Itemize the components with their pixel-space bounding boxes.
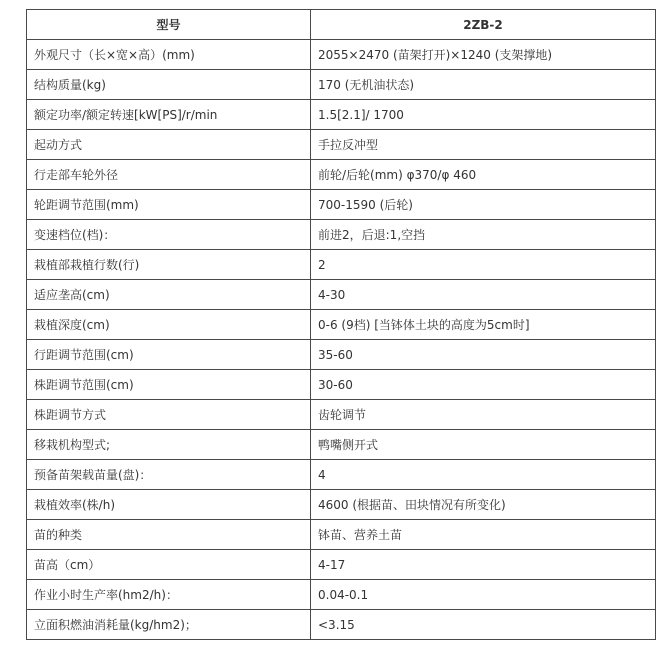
- table-row: [27, 40, 656, 70]
- spec-name: 外观尺寸（长×宽×高）(mm): [27, 40, 311, 70]
- spec-value: 4600 (根据苗、田块情况有所变化): [311, 490, 656, 520]
- table-row: [27, 610, 656, 640]
- spec-name: 移栽机构型式;: [27, 430, 311, 460]
- table-row: [27, 280, 656, 310]
- spec-name: 苗高（cm）: [27, 550, 311, 580]
- spec-name: 行走部车轮外径: [27, 160, 311, 190]
- spec-name: 行距调节范围(cm): [27, 340, 311, 370]
- spec-name: 额定功率/额定转速[kW[PS]/r/min: [27, 100, 311, 130]
- table-row: [27, 490, 656, 520]
- spec-value: 1.5[2.1]/ 1700: [311, 100, 656, 130]
- spec-value: 700-1590 (后轮): [311, 190, 656, 220]
- table-header-row: [27, 10, 656, 40]
- spec-name: 株距调节范围(cm): [27, 370, 311, 400]
- table-row: [27, 220, 656, 250]
- table-row: [27, 160, 656, 190]
- spec-name: 预备苗架载苗量(盘)：: [27, 460, 311, 490]
- table-row: [27, 370, 656, 400]
- spec-value: 4-17: [311, 550, 656, 580]
- spec-value: 0-6 (9档) [当钵体土块的高度为5cm时]: [311, 310, 656, 340]
- spec-value: 手拉反冲型: [311, 130, 656, 160]
- spec-value: 钵苗、营养土苗: [311, 520, 656, 550]
- spec-name: 苗的种类: [27, 520, 311, 550]
- header-label: 型号: [27, 10, 311, 40]
- spec-value: 鸭嘴侧开式: [311, 430, 656, 460]
- spec-value: 2055×2470 (苗架打开)×1240 (支架撑地): [311, 40, 656, 70]
- table-row: [27, 190, 656, 220]
- table-row: [27, 310, 656, 340]
- spec-value: 170 (无机油状态): [311, 70, 656, 100]
- spec-name: 作业小时生产率(hm2/h)：: [27, 580, 311, 610]
- table-row: [27, 520, 656, 550]
- spec-name: 栽植部栽植行数(行): [27, 250, 311, 280]
- table-row: [27, 130, 656, 160]
- table-row: [27, 580, 656, 610]
- spec-value: 前轮/后轮(mm) φ370/φ 460: [311, 160, 656, 190]
- spec-value: 齿轮调节: [311, 400, 656, 430]
- spec-table: [26, 9, 656, 640]
- spec-value: 0.04-0.1: [311, 580, 656, 610]
- spec-name: 轮距调节范围(mm): [27, 190, 311, 220]
- spec-name: 栽植深度(cm): [27, 310, 311, 340]
- spec-name: 栽植效率(株/h): [27, 490, 311, 520]
- spec-name: 株距调节方式: [27, 400, 311, 430]
- spec-name: 变速档位(档)：: [27, 220, 311, 250]
- spec-value: <3.15: [311, 610, 656, 640]
- table-row: [27, 70, 656, 100]
- table-row: [27, 400, 656, 430]
- table-row: [27, 550, 656, 580]
- spec-name: 结构质量(kg): [27, 70, 311, 100]
- spec-value: 2: [311, 250, 656, 280]
- header-model: 2ZB-2: [311, 10, 656, 40]
- table-row: [27, 250, 656, 280]
- spec-value: 30-60: [311, 370, 656, 400]
- spec-name: 起动方式: [27, 130, 311, 160]
- table-row: [27, 340, 656, 370]
- spec-name: 适应垄高(cm): [27, 280, 311, 310]
- spec-value: 35-60: [311, 340, 656, 370]
- spec-value: 4-30: [311, 280, 656, 310]
- spec-name: 立面积燃油消耗量(kg/hm2)；: [27, 610, 311, 640]
- spec-value: 4: [311, 460, 656, 490]
- table-row: [27, 430, 656, 460]
- spec-value: 前进2，后退:1,空挡: [311, 220, 656, 250]
- table-row: [27, 460, 656, 490]
- table-row: [27, 100, 656, 130]
